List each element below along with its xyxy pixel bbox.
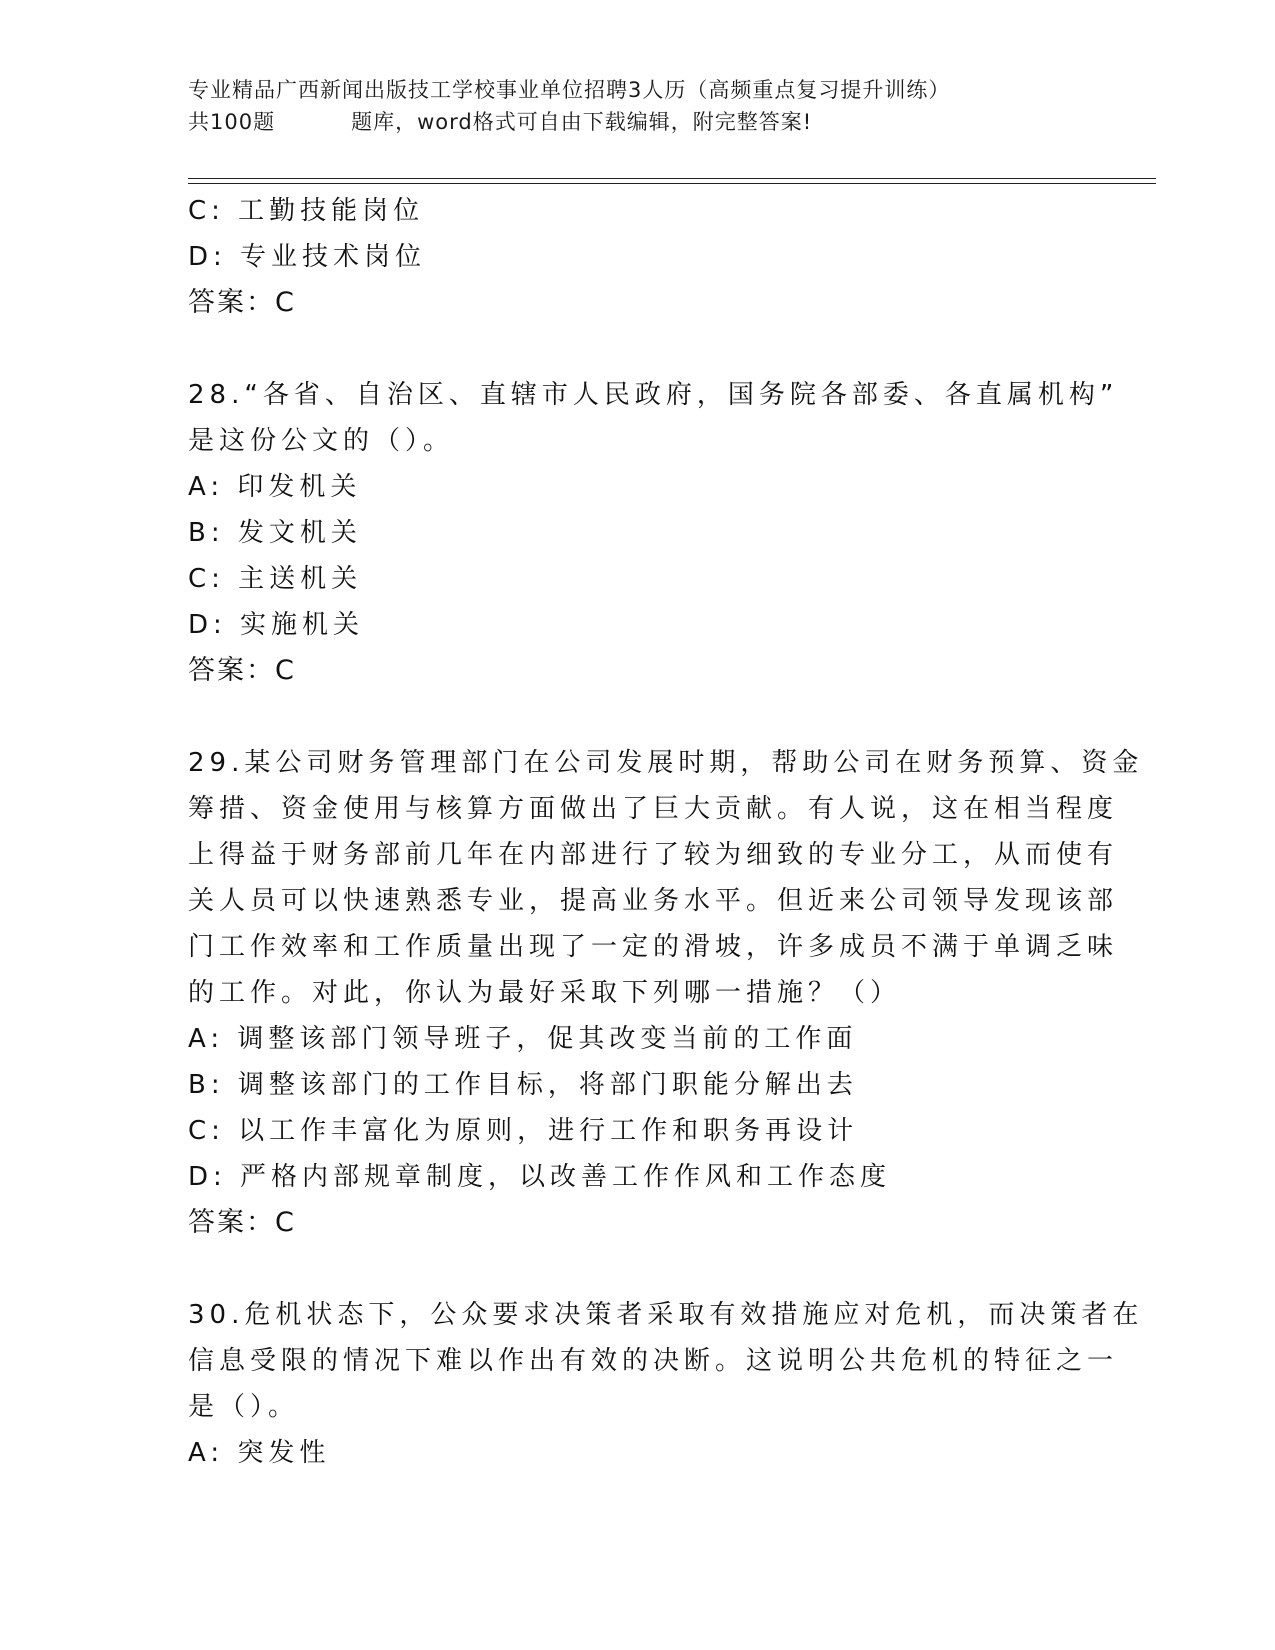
question-28 — [188, 372, 1119, 694]
header-note: 题库，word格式可自由下载编辑，附完整答案! — [351, 110, 813, 134]
question-text: 28.“各省、自治区、直辖市人民政府，国务院各部委、各直属机构” — [188, 380, 1119, 410]
question-list — [188, 188, 1144, 1476]
header-count: 共100题 — [188, 110, 276, 134]
option-a: A: 印发机关 — [188, 472, 362, 502]
header-subtitle — [188, 106, 1068, 138]
option-b: B: 调整该部门的工作目标，将部门职能分解出去 — [188, 1070, 858, 1100]
option-d: D: 实施机关 — [188, 610, 365, 640]
question-text: 30.危机状态下，公众要求决策者采取有效措施应对危机，而决策者在 — [188, 1300, 1144, 1330]
answer-label: 答案：C — [188, 655, 296, 686]
option-a: A: 突发性 — [188, 1438, 331, 1468]
question-29 — [188, 740, 1144, 1246]
option-a: A: 调整该部门领导班子，促其改变当前的工作面 — [188, 1024, 858, 1054]
option-c: C: 工勤技能岗位 — [188, 196, 425, 226]
header-divider-top — [188, 178, 1156, 179]
question-30 — [188, 1292, 1144, 1476]
question-text: 上得益于财务部前几年在内部进行了较为细致的专业分工，从而使有 — [188, 840, 1119, 870]
option-d: D: 专业技术岗位 — [188, 242, 427, 272]
question-text: 门工作效率和工作质量出现了一定的滑坡，许多成员不满于单调乏味 — [188, 932, 1119, 962]
question-text: 关人员可以快速熟悉专业，提高业务水平。但近来公司领导发现该部 — [188, 886, 1119, 916]
option-c: C: 主送机关 — [188, 564, 363, 594]
answer-label: 答案：C — [188, 1207, 296, 1238]
question-text: 的工作。对此，你认为最好采取下列哪一措施？（） — [188, 978, 902, 1008]
header-divider-bottom — [188, 183, 1156, 184]
question-text: 是这份公文的（）。 — [188, 426, 455, 456]
header-title: 专业精品广西新闻出版技工学校事业单位招聘3人历（高频重点复习提升训练） — [188, 78, 951, 102]
question-27 — [188, 188, 1088, 326]
question-gap — [188, 326, 1088, 372]
answer-label: 答案：C — [188, 287, 296, 318]
page-header — [188, 74, 1068, 138]
question-gap — [188, 694, 1088, 740]
question-text: 筹措、资金使用与核算方面做出了巨大贡献。有人说，这在相当程度 — [188, 794, 1119, 824]
option-d: D: 严格内部规章制度，以改善工作作风和工作态度 — [188, 1162, 892, 1192]
option-b: B: 发文机关 — [188, 518, 362, 548]
option-c: C: 以工作丰富化为原则，进行工作和职务再设计 — [188, 1116, 859, 1146]
question-text: 信息受限的情况下难以作出有效的决断。这说明公共危机的特征之一 — [188, 1346, 1119, 1376]
question-text: 是（）。 — [188, 1392, 300, 1422]
question-gap — [188, 1246, 1088, 1292]
question-text: 29.某公司财务管理部门在公司发展时期，帮助公司在财务预算、资金 — [188, 748, 1144, 778]
